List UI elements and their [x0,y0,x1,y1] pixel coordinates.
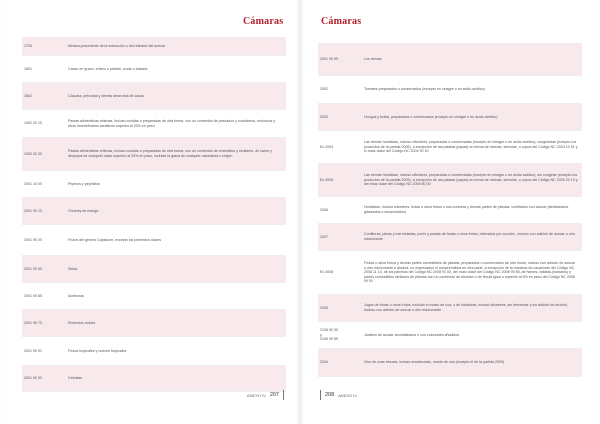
product-description: Frutos tropicales y nueces tropicales [68,348,127,353]
tariff-code: 2006 [320,207,328,212]
table-row [318,349,582,377]
camaras-logo: Cámaras [243,16,284,27]
table-row [22,110,286,138]
product-description: Jugos de frutas u otros frutos, incluido el mosto de uva, o de hortalizas, incluso silvestres, sin fermentar y sin adición de alcohol, incluso con adición de azúcar u otro edulcorante [364,303,568,312]
product-description: Cáscara, películas y demás desechos de cacao [68,93,145,98]
tariff-code: Ex 2008 [320,270,334,275]
footer-divider [283,390,284,400]
table-row [22,337,286,366]
tariff-code: 1902 20 10 [24,121,42,126]
product-description: Los demás [364,56,382,61]
product-description: Pastas alimenticias rellenas, incluso cocidas o preparadas de otra forma, con un contenido de pescados y crustáceos, moluscos y otros invertebrados acuáticos superior al 20% en peso [68,118,276,128]
tariff-code: 2001 90 93 [24,376,42,381]
tariff-code: 2002 [320,87,328,92]
product-description: Chutney de mango [68,208,99,213]
tariff-code: 2001 90 65 [24,293,42,298]
table-row [22,56,286,83]
table-row [318,224,582,251]
left-tariff-table [22,37,286,392]
product-description: Pastas alimenticias rellenas, incluso cocidas o preparadas de otra forma, con un contenido de embutidos y similares, de carne y despojos de cualquier clase superior al 20% en peso, incluida la grasa de cualquier naturaleza u origen [68,149,272,158]
product-description: Jarabes de azúcar aromatizados o con colorantes añadidos [364,332,460,337]
table-row [318,251,582,295]
tariff-code: 2001 90 50 [24,266,42,271]
tariff-code: 1902 20 30 [24,151,42,156]
tariff-code: 2204 [320,360,328,365]
product-description: Tomates preparados o conservados (excepto en vinagre o en ácido acético) [364,87,485,92]
tariff-code: 1801 [24,66,32,71]
product-description: Cacao en grano, entero o partido, crudo o tostado [68,66,148,71]
tariff-code: 1703 [24,43,32,48]
footer-annex-label: ANEXO IV [338,392,358,398]
tariff-code: 2009 [320,305,328,310]
product-description: Aceitunas [68,293,84,298]
product-description: Las demás hortalizas, incluso silvestres, preparadas o conservadas (excepto en vinagre o en ácido acético), congeladas (excepto los productos de la partida 2006), a excepción de las patatas (papas) en forma de harinas, sémolas, o copos del Código NC 2004 10 91 y el maíz dulce del Código NC 2004 90 10 [364,140,578,154]
tariff-code: 2001 90 20 [24,237,42,242]
page-number: 207 [269,392,279,398]
table-row [22,225,286,256]
table-row [318,197,582,224]
tariff-code: 2001 90 70 [24,320,42,325]
tariff-code: 2001 90 91 [24,348,42,353]
table-row [318,76,582,104]
page-gutter [298,0,302,424]
table-row [318,295,582,322]
product-description: Setas [68,266,78,271]
table-row [318,43,582,76]
tariff-code: 2007 [320,234,328,239]
page-number: 208 [325,392,335,398]
table-row [318,104,582,131]
table-row [22,138,286,171]
table-row [318,322,582,349]
footer-annex-label: ANEXO IV [246,392,266,398]
right-page [304,0,592,424]
tariff-code: 1802 [24,93,32,98]
tariff-code: Ex 2004 [320,144,334,149]
product-description: Las demás hortalizas, incluso silvestres, preparadas o conservadas (excepto en vinagre o en ácido acético), sin congelar (excepto los productos de la partida 2006), a excepción de las patatas (papas) en forma de harinas, sémolas, o copos del Código NC 2005 20 10 y del maíz dulce del Código NC 2005 80 00 [364,173,578,187]
right-tariff-table [318,43,582,377]
table-row [22,256,286,283]
table-row [22,37,286,56]
product-description: Hortalizas, incluso silvestres, frutas u otros frutos o sus cortezas y demás partes de plantas, confitados con azúcar (almibarados, glaseados o escarchados) [364,205,570,214]
table-row [22,83,286,110]
product-description: Frutas u otros frutos y demás partes comestibles de plantas, preparados o conservados de otro modo, incluso con adición de azúcar u otro edulcorante o alcohol, no expresados ni comprendidos en otra parte, a excepción de la manteca de cacahuete del Código NC 2008 11 10, de los palmitos del Código NC 2008 91 00, del maíz dulce del Código NC 2008 99 85, de ñames, batatas (boniatos) y partes comestibles similares de plantas con un contenido de almidón o de fécula igual o superior al 5% en peso del Código NC 2008 99 91 [364,261,576,284]
tariff-code: 2106 90 30 y 2106 90 59 [320,328,338,342]
product-description: Vino de uvas frescas, incluso encabezado, mosto de uva (excepto el de la partida 2009) [364,360,505,365]
tariff-code: 2001 90 99 [320,56,338,61]
product-description: Frutos del género Capsicum, excepto los pimientos dulces [68,237,162,242]
tariff-code: 2001 10 00 [24,181,42,186]
right-page-footer [320,389,357,401]
product-description: Melaza procedente de la extracción o del refinado del azúcar [68,43,166,48]
tariff-code: 2001 90 10 [24,208,42,213]
table-row [318,131,582,164]
camaras-logo: Cámaras [321,16,362,27]
left-page-footer [247,389,284,401]
table-row [22,171,286,198]
product-description: Hongos y trufas, preparados o conservados (excepto en vinagre o en ácido acético) [364,114,498,119]
table-row [22,283,286,310]
table-row [22,310,286,337]
product-description: Cebollas [68,376,82,381]
product-description: Pimientos dulces [68,320,96,325]
left-page [8,0,296,424]
product-description: Pepinos y pepinillos [68,181,100,186]
table-row [318,164,582,197]
product-description: Confituras, jaleas y mermeladas, purés y pastas de frutas u otros frutos, obtenidos por cocción , incluso con adición de azúcar u otro edulcorante [364,232,575,241]
table-row [22,198,286,225]
tariff-code: Ex 2005 [320,177,334,182]
tariff-code: 2003 [320,114,328,119]
